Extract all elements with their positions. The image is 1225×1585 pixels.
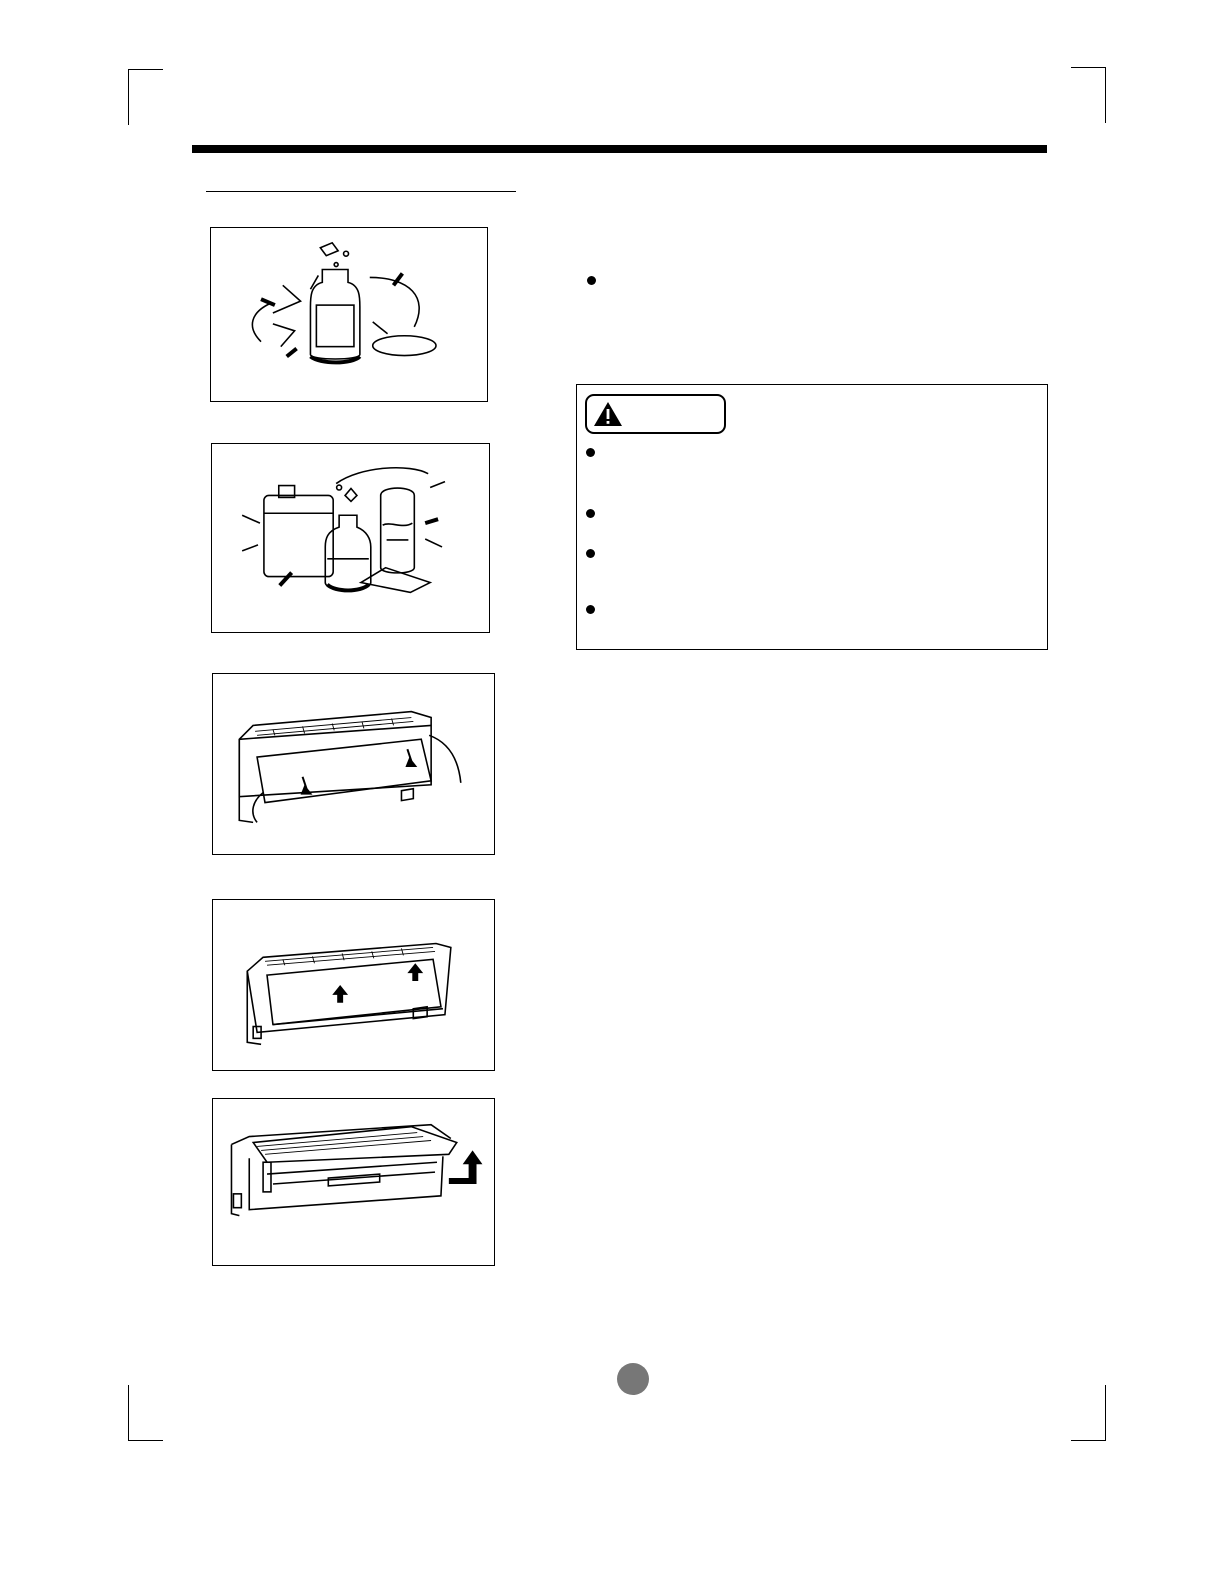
figure-chemical-containers <box>211 443 490 633</box>
warning-box <box>576 384 1048 650</box>
intro-bullet-dot <box>587 276 596 285</box>
chemical-bottle-icon <box>211 228 487 401</box>
warning-bullet-dot-2 <box>586 509 595 518</box>
crop-mark-top-left-v <box>128 69 129 125</box>
warning-bullet-dot-4 <box>586 605 595 614</box>
figure-chemical-bottle <box>210 227 488 402</box>
page-number-badge <box>617 1363 649 1395</box>
figure-open-front-panel <box>212 673 495 855</box>
figure-push-panel-up <box>212 899 495 1071</box>
figure-lift-panel-off <box>212 1098 495 1266</box>
warning-bullet-dot-1 <box>586 448 595 457</box>
push-panel-up-icon <box>213 900 494 1070</box>
header-rule <box>192 145 1047 153</box>
lift-panel-off-icon <box>213 1099 494 1265</box>
warning-bullet-dot-3 <box>586 549 595 558</box>
section-title-underline <box>206 191 516 192</box>
open-front-panel-icon <box>213 674 494 854</box>
crop-mark-bottom-left-v <box>128 1385 129 1440</box>
crop-mark-bottom-right-h <box>1071 1440 1106 1441</box>
crop-mark-bottom-right-v <box>1105 1385 1106 1440</box>
crop-mark-top-right-v <box>1105 67 1106 123</box>
crop-mark-bottom-left-h <box>128 1440 163 1441</box>
warning-tag <box>585 394 726 434</box>
chemical-containers-icon <box>212 444 489 632</box>
crop-mark-top-left-h <box>128 69 163 70</box>
crop-mark-top-right-h <box>1071 67 1106 68</box>
warning-triangle-icon <box>593 401 623 427</box>
